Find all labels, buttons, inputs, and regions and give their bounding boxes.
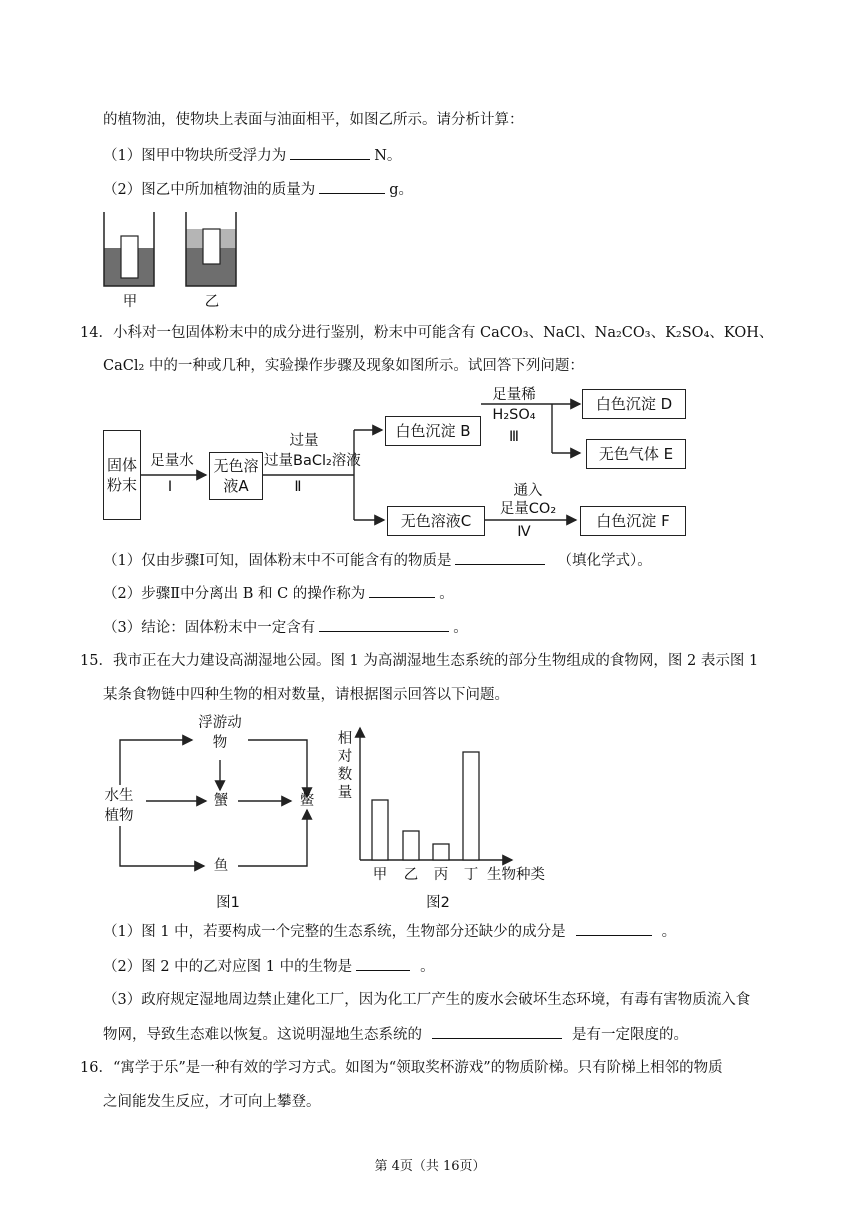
q14-sub3: （3）结论：固体粉末中一定含有 。 — [103, 617, 468, 638]
flow-step3-label: 足量稀 — [492, 387, 536, 403]
q15-sub2: （2）图 2 中的乙对应图 1 中的生物是 。 — [103, 956, 435, 977]
flow-box-precipitate-f: 白色沉淀 F — [580, 506, 686, 536]
flow-step4-reagent: 足量CO₂ — [499, 501, 557, 517]
flow-box-solid-powder: 固体粉末 — [103, 430, 141, 520]
q13-sub2: （2）图乙中所加植物油的质量为 g。 — [103, 179, 413, 200]
flow-box-gas-e: 无色气体 E — [586, 439, 686, 469]
q14-sub2: （2）步骤Ⅱ中分离出 B 和 C 的操作称为 。 — [103, 583, 454, 604]
chart-bar-0 — [372, 800, 388, 860]
beaker-label-jia: 甲 — [122, 294, 138, 310]
flow-box-solution-a: 无色溶液A — [209, 452, 263, 500]
flow-step1-num: Ⅰ — [167, 479, 173, 495]
q15-answer-blank-3[interactable] — [432, 1024, 562, 1039]
flow-step4-num: Ⅳ — [517, 524, 531, 540]
chart-caption: 图2 — [426, 895, 450, 911]
q14-line1: 14．小科对一包固体粉末中的成分进行鉴别，粉末中可能含有 CaCO₃、NaCl、Na₂CO₃、K₂SO₄、KOH、 — [80, 325, 774, 341]
flow-step2-label: 过量BaCl₂溶液 — [264, 453, 361, 469]
food-web-fish: 鱼 — [213, 858, 229, 874]
chart-bar-1 — [403, 831, 419, 860]
flow-step3-num: Ⅲ — [509, 429, 519, 445]
flow-box-solution-c: 无色溶液C — [387, 506, 485, 536]
chart-tick-label-1: 乙 — [403, 867, 419, 883]
q15-line1: 15．我市正在大力建设高湖湿地公园。图 1 为高湖湿地生态系统的部分生物组成的食物网，图 2 表示图 1 — [80, 653, 759, 669]
chart-tick-label-3: 丁 — [463, 867, 479, 883]
q16-line2: 之间能发生反应，才可向上攀登。 — [103, 1094, 321, 1110]
q15-sub3-line2: 物网，导致生态难以恢复。这说明湿地生态系统的 是有一定限度的。 — [103, 1024, 688, 1045]
q15-sub1: （1）图 1 中，若要构成一个完整的生态系统，生物部分还缺少的成分是 。 — [103, 921, 676, 942]
q14-line2: CaCl₂ 中的一种或几种，实验操作步骤及现象如图所示。试回答下列问题： — [103, 358, 584, 374]
chart-bar-2 — [433, 844, 449, 860]
flow-step1-label: 足量水 — [150, 453, 194, 469]
flow-step2-num: Ⅱ — [294, 479, 302, 495]
flow-step2-label-top: 过量 — [289, 433, 319, 449]
food-web-zooplankton: 浮游动物 — [198, 715, 242, 751]
q14-sub1: （1）仅由步骤Ⅰ可知，固体粉末中不可能含有的物质是 （填化学式）。 — [103, 550, 652, 571]
q15-answer-blank-1[interactable] — [576, 921, 652, 936]
flow-box-precipitate-d: 白色沉淀 D — [582, 389, 686, 419]
food-web-aquatic-plants: 水生植物 — [104, 788, 134, 824]
q13-intro-tail: 的植物油，使物块上表面与油面相平，如图乙所示。请分析计算： — [103, 112, 524, 128]
beaker-label-yi: 乙 — [204, 294, 220, 310]
q13-sub1: （1）图甲中物块所受浮力为 N。 — [103, 145, 401, 166]
chart-bar-3 — [463, 752, 479, 860]
q16-line1: 16．“寓学于乐”是一种有效的学习方式。如图为“领取奖杯游戏”的物质阶梯。只有阶梯上相邻的物质 — [80, 1060, 723, 1076]
food-web-turtle: 鳖 — [299, 793, 315, 809]
food-web-caption: 图1 — [216, 895, 240, 911]
page-footer: 第 4页（共 16页） — [374, 1159, 486, 1174]
flow-step4-label: 通入 — [513, 483, 543, 499]
q15-sub3-line1: （3）政府规定湿地周边禁止建化工厂，因为化工厂产生的废水会破坏生态环境，有毒有害物质流入食 — [103, 992, 751, 1008]
food-web-crab: 蟹 — [213, 793, 229, 809]
q15-answer-blank-2[interactable] — [356, 956, 410, 971]
chart-xlabel: 生物种类 — [487, 867, 545, 883]
flow-step3-reagent: H₂SO₄ — [492, 407, 536, 423]
chart-tick-label-2: 丙 — [433, 867, 449, 883]
chart-tick-label-0: 甲 — [372, 867, 388, 883]
chart-ylabel: 相对数量 — [337, 731, 353, 801]
flow-box-precipitate-b: 白色沉淀 B — [385, 416, 481, 446]
q15-line2: 某条食物链中四种生物的相对数量，请根据图示回答以下问题。 — [103, 687, 509, 703]
